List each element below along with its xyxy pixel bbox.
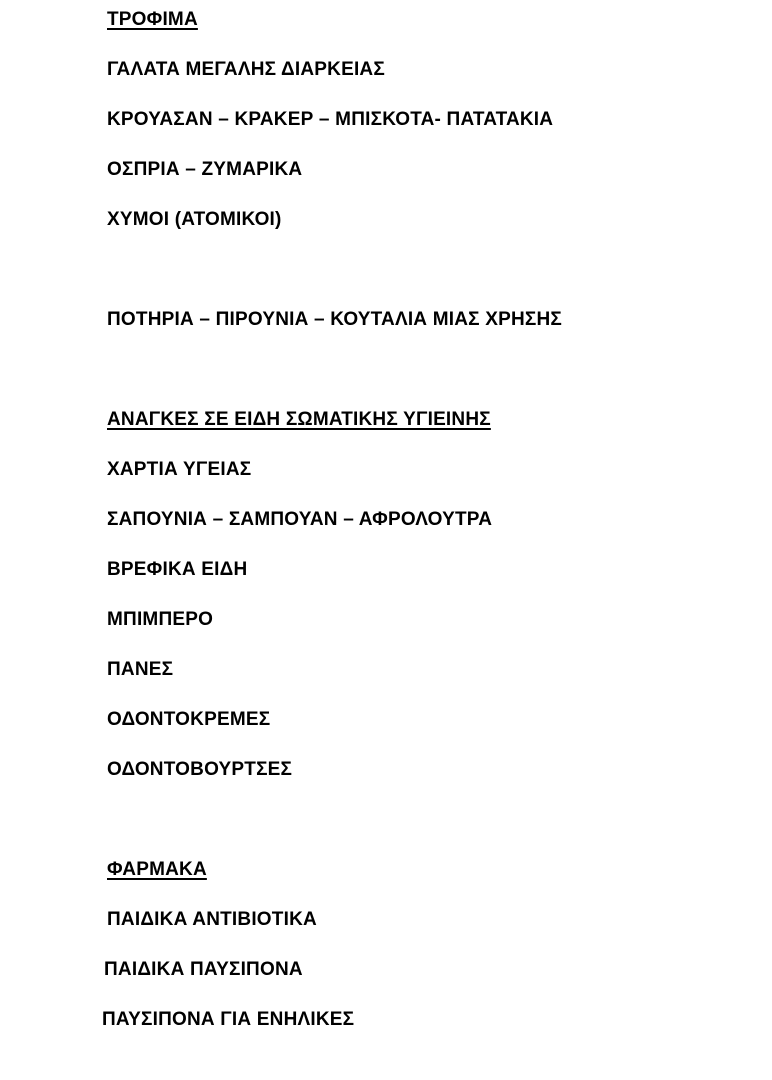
- section-heading-food: ΤΡΟΦΙΜΑ: [107, 9, 198, 30]
- list-item: ΣΑΠΟΥΝΙΑ – ΣΑΜΠΟΥΑΝ – ΑΦΡΟΛΟΥΤΡΑ: [107, 509, 493, 530]
- section-heading-medicine: ΦΑΡΜΑΚΑ: [107, 859, 207, 880]
- list-item: ΧΥΜΟΙ (ΑΤΟΜΙΚΟΙ): [107, 209, 282, 230]
- list-item: ΚΡΟΥΑΣΑΝ – ΚΡΑΚΕΡ – ΜΠΙΣΚΟΤΑ- ΠΑΤΑΤΑΚΙΑ: [107, 109, 554, 130]
- list-item: ΠΑΥΣΙΠΟΝΑ ΓΙΑ ΕΝΗΛΙΚΕΣ: [102, 1009, 355, 1030]
- list-item: ΠΑΙΔΙΚΑ ΑΝΤΙΒΙΟΤΙΚΑ: [107, 909, 317, 930]
- list-item: ΟΔΟΝΤΟΚΡΕΜΕΣ: [107, 709, 271, 730]
- list-item: ΟΔΟΝΤΟΒΟΥΡΤΣΕΣ: [107, 759, 293, 780]
- list-item: ΟΣΠΡΙΑ – ΖΥΜΑΡΙΚΑ: [107, 159, 303, 180]
- list-item: ΧΑΡΤΙΑ ΥΓΕΙΑΣ: [107, 459, 252, 480]
- list-item: ΒΡΕΦΙΚΑ ΕΙΔΗ: [107, 559, 248, 580]
- list-item: ΠΑΙΔΙΚΑ ΠΑΥΣΙΠΟΝΑ: [104, 959, 303, 980]
- list-item: ΓΑΛΑΤΑ ΜΕΓΑΛΗΣ ΔΙΑΡΚΕΙΑΣ: [107, 59, 385, 80]
- list-item: ΠΟΤΗΡΙΑ – ΠΙΡΟΥΝΙΑ – ΚΟΥΤΑΛΙΑ ΜΙΑΣ ΧΡΗΣΗΣ: [107, 309, 563, 330]
- list-item: ΜΠΙΜΠΕΡΟ: [107, 609, 214, 630]
- section-heading-hygiene: ΑΝΑΓΚΕΣ ΣΕ ΕΙΔΗ ΣΩΜΑΤΙΚΗΣ ΥΓΙΕΙΝΗΣ: [107, 409, 491, 430]
- list-item: ΠΑΝΕΣ: [107, 659, 174, 680]
